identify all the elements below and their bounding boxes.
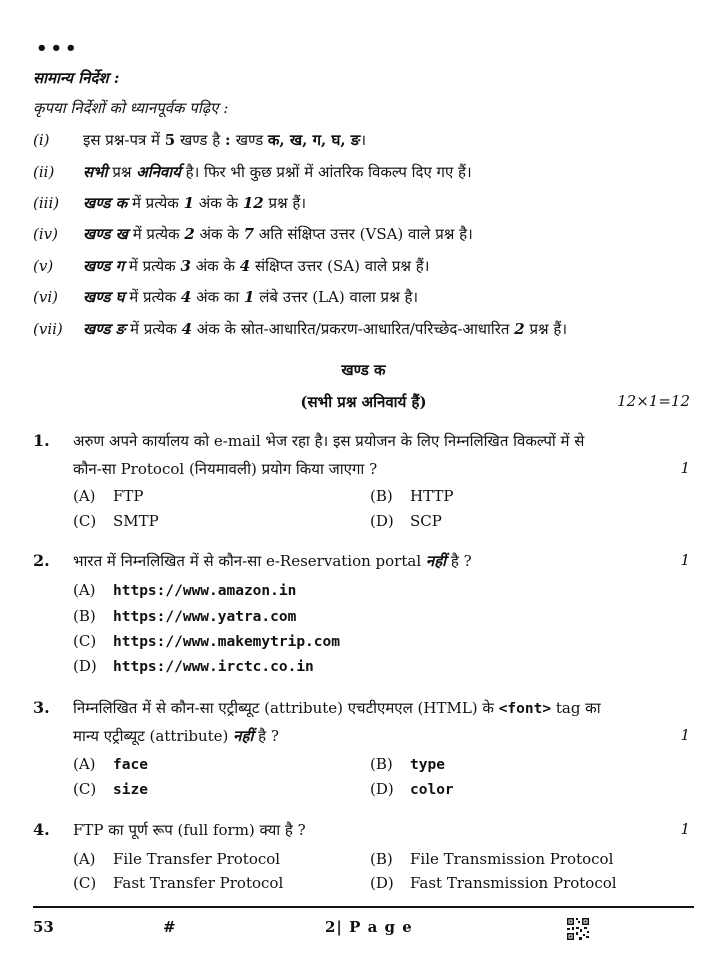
instruction-text: खण्ड [235, 131, 268, 149]
instruction-text: खण्ड क [83, 194, 128, 212]
q2-option-a: (A) https://www.amazon.in [73, 581, 297, 599]
instruction-text: : [224, 131, 236, 149]
instruction-item [33, 255, 429, 277]
instruction-text: अंक के [194, 194, 243, 212]
instruction-text: लंबे उत्तर (LA) वाला प्रश्न है। [254, 288, 419, 306]
instruction-number: (iii) [33, 194, 60, 212]
q4-option-c: (C) Fast Transfer Protocol [73, 874, 284, 892]
instruction-item [33, 286, 418, 308]
instruction-text: 7 [243, 225, 254, 243]
instruction-text: अति संक्षिप्त उत्तर (VSA) वाले प्रश्न है। [254, 225, 473, 243]
instruction-item [33, 318, 567, 340]
instruction-text: में प्रत्येक [124, 257, 181, 275]
q1-option-d: (D) SCP [370, 512, 442, 530]
q2-option-d: (D) https://www.irctc.co.in [73, 657, 314, 675]
general-instructions-heading: सामान्य निर्देश : [33, 69, 120, 87]
question-1-marks: 1 [680, 459, 690, 477]
question-2-text: भारत में निम्नलिखित में से कौन-सा e-Reservation portal नहीं है ? [73, 552, 472, 570]
instruction-text: 12 [242, 194, 264, 212]
section-marks: 12×1=12 [617, 392, 690, 410]
q2-option-c: (C) https://www.makemytrip.com [73, 632, 340, 650]
instruction-text: है। फिर भी कुछ प्रश्नों में आंतरिक विकल्प दिए गए हैं। [180, 163, 472, 181]
instruction-text: 4 [180, 288, 192, 306]
question-3-marks: 1 [680, 726, 690, 744]
question-3-line-2: मान्य एट्रीब्यूट (attribute) नहीं है ? [73, 727, 279, 745]
instruction-item [33, 223, 473, 245]
instruction-text: अंक का [191, 288, 245, 306]
q3-option-d: (D) color [370, 780, 454, 798]
instruction-text: क, ख, ग, घ, ङ [267, 131, 361, 149]
instruction-text: 2 [184, 225, 195, 243]
instruction-number: (iv) [33, 225, 58, 243]
instruction-text: 5 [164, 131, 176, 149]
q4-option-d: (D) Fast Transmission Protocol [370, 874, 617, 892]
instruction-text: सभी [83, 163, 108, 181]
section-title: खण्ड क [341, 361, 386, 379]
instruction-number: (vi) [33, 288, 58, 306]
instruction-text: खण्ड है [175, 131, 225, 149]
q3-option-a: (A) face [73, 755, 148, 773]
read-carefully-note: कृपया निर्देशों को ध्यानपूर्वक पढ़िए : [33, 99, 229, 117]
instruction-text: खण्ड ग [83, 257, 125, 275]
instruction-text: 4 [239, 257, 251, 275]
page-number: 2| P a g e [325, 918, 413, 936]
instruction-item [33, 192, 306, 214]
instruction-text: अंक के [194, 225, 244, 243]
instruction-text: 1 [244, 288, 255, 306]
question-1-number: 1. [33, 431, 50, 450]
q3-option-b: (B) type [370, 755, 445, 773]
instruction-text: में प्रत्येक [125, 320, 182, 338]
hash-mark: # [163, 918, 176, 936]
question-4-number: 4. [33, 820, 50, 839]
instruction-text: 1 [183, 194, 194, 212]
instruction-text: प्रश्न हैं। [524, 320, 568, 338]
instruction-item [33, 161, 472, 183]
top-dots: ••• [36, 38, 80, 59]
instruction-text: खण्ड घ [83, 288, 125, 306]
instruction-text: 4 [181, 320, 193, 338]
question-2-marks: 1 [680, 551, 690, 569]
instruction-text: में प्रत्येक [124, 288, 181, 306]
footer-rule [33, 906, 694, 908]
instruction-text: खण्ड ङ [83, 320, 126, 338]
q1-option-b: (B) HTTP [370, 487, 454, 505]
q4-option-a: (A) File Transfer Protocol [73, 850, 281, 868]
instruction-text: इस प्रश्न-पत्र में [83, 131, 165, 149]
question-3-line-1: निम्नलिखित में से कौन-सा एट्रीब्यूट (attribute) एचटीएमएल (HTML) के <font> tag का [73, 699, 601, 717]
question-4-text: FTP का पूर्ण रूप (full form) क्या है ? [73, 821, 306, 839]
instruction-text: अंक के स्रोत-आधारित/प्रकरण-आधारित/परिच्छेद-आधारित [192, 320, 515, 338]
instruction-text: में प्रत्येक [127, 194, 184, 212]
instruction-text: संक्षिप्त उत्तर (SA) वाले प्रश्न हैं। [250, 257, 430, 275]
question-3-number: 3. [33, 698, 50, 717]
instruction-text: 2 [514, 320, 525, 338]
question-2-number: 2. [33, 551, 50, 570]
q1-option-a: (A) FTP [73, 487, 144, 505]
q1-option-c: (C) SMTP [73, 512, 159, 530]
question-1-line-1: अरुण अपने कार्यालय को e-mail भेज रहा है। इस प्रयोजन के लिए निम्नलिखित विकल्पों में से [73, 432, 585, 450]
instruction-text: अनिवार्य [136, 163, 181, 181]
instruction-text: खण्ड ख [83, 225, 128, 243]
instruction-text: अंक के [190, 257, 240, 275]
paper-code: 53 [33, 918, 54, 936]
question-4-marks: 1 [680, 820, 690, 838]
instruction-text: प्रश्न हैं। [263, 194, 307, 212]
question-1-line-2: कौन-सा Protocol (नियमावली) प्रयोग किया जाएगा ? [73, 460, 378, 478]
instruction-number: (ii) [33, 163, 55, 181]
instruction-text: 3 [180, 257, 191, 275]
instruction-item [33, 129, 366, 151]
q3-option-c: (C) size [73, 780, 148, 798]
instruction-text: । [360, 131, 367, 149]
qr-code-icon [566, 917, 590, 941]
instruction-number: (i) [33, 131, 50, 149]
instruction-number: (v) [33, 257, 54, 275]
instruction-text: में प्रत्येक [127, 225, 185, 243]
instruction-number: (vii) [33, 320, 63, 338]
q2-option-b: (B) https://www.yatra.com [73, 607, 297, 625]
instruction-text: प्रश्न [107, 163, 137, 181]
section-subtitle: (सभी प्रश्न अनिवार्य हैं) [300, 393, 427, 411]
q4-option-b: (B) File Transmission Protocol [370, 850, 614, 868]
